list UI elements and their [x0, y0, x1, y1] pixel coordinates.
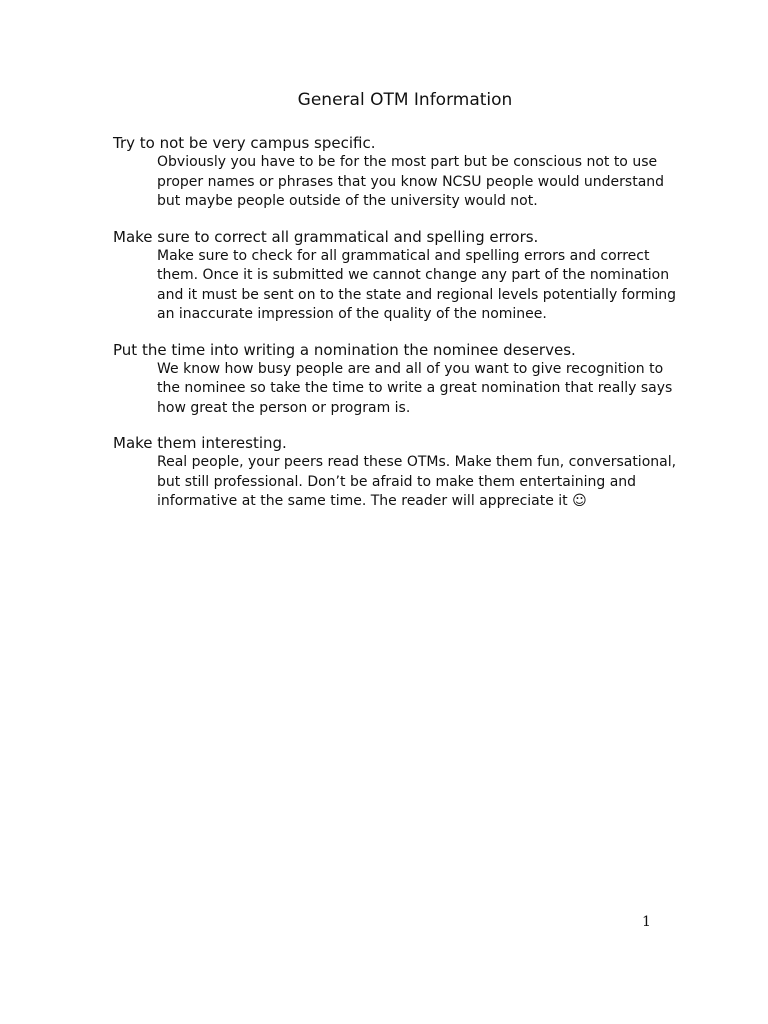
tip-body-line: how great the person or program is. — [157, 399, 411, 416]
tip-section — [113, 433, 713, 512]
tips-list — [113, 133, 713, 527]
tip-body-line: an inaccurate impression of the quality of the nominee. — [157, 306, 547, 322]
tip-body-line: Make sure to check for all grammatical and spelling errors and correct — [157, 247, 650, 264]
tip-heading: Make them interesting. — [113, 434, 287, 452]
tip-body-line: proper names or phrases that you know NCSU people would understand — [157, 173, 665, 190]
tip-section — [113, 133, 713, 212]
tip-body-line: but maybe people outside of the university would not. — [157, 193, 538, 209]
tip-body — [157, 453, 713, 512]
tip-body — [157, 153, 713, 212]
tip-body-line: them. Once it is submitted we cannot change any part of the nomination — [157, 267, 670, 283]
tip-heading: Put the time into writing a nomination the nominee deserves. — [113, 340, 576, 359]
tip-section — [113, 340, 713, 419]
tip-body-line: the nominee so take the time to write a great nomination that really says — [157, 380, 673, 396]
tip-body-line: and it must be sent on to the state and regional levels potentially forming — [157, 286, 676, 303]
tip-body-line: We know how busy people are and all of you want to give recognition to — [157, 360, 664, 377]
page-number: 1 — [642, 914, 651, 930]
page-title: General OTM Information — [297, 90, 513, 110]
tip-body — [157, 360, 713, 419]
tip-section — [113, 227, 713, 325]
tip-body-line: Real people, your peers read these OTMs. Make them fun, conversational, — [157, 454, 677, 470]
tip-heading: Make sure to correct all grammatical and spelling errors. — [113, 227, 539, 246]
tip-body-line: Obviously you have to be for the most part but be conscious not to use — [157, 154, 658, 170]
tip-heading: Try to not be very campus specific. — [113, 134, 376, 152]
tip-body-line: informative at the same time. The reader will appreciate it ☺ — [157, 493, 587, 509]
tip-body-line: but still professional. Don’t be afraid to make them entertaining and — [157, 473, 637, 490]
tip-body — [157, 247, 713, 325]
